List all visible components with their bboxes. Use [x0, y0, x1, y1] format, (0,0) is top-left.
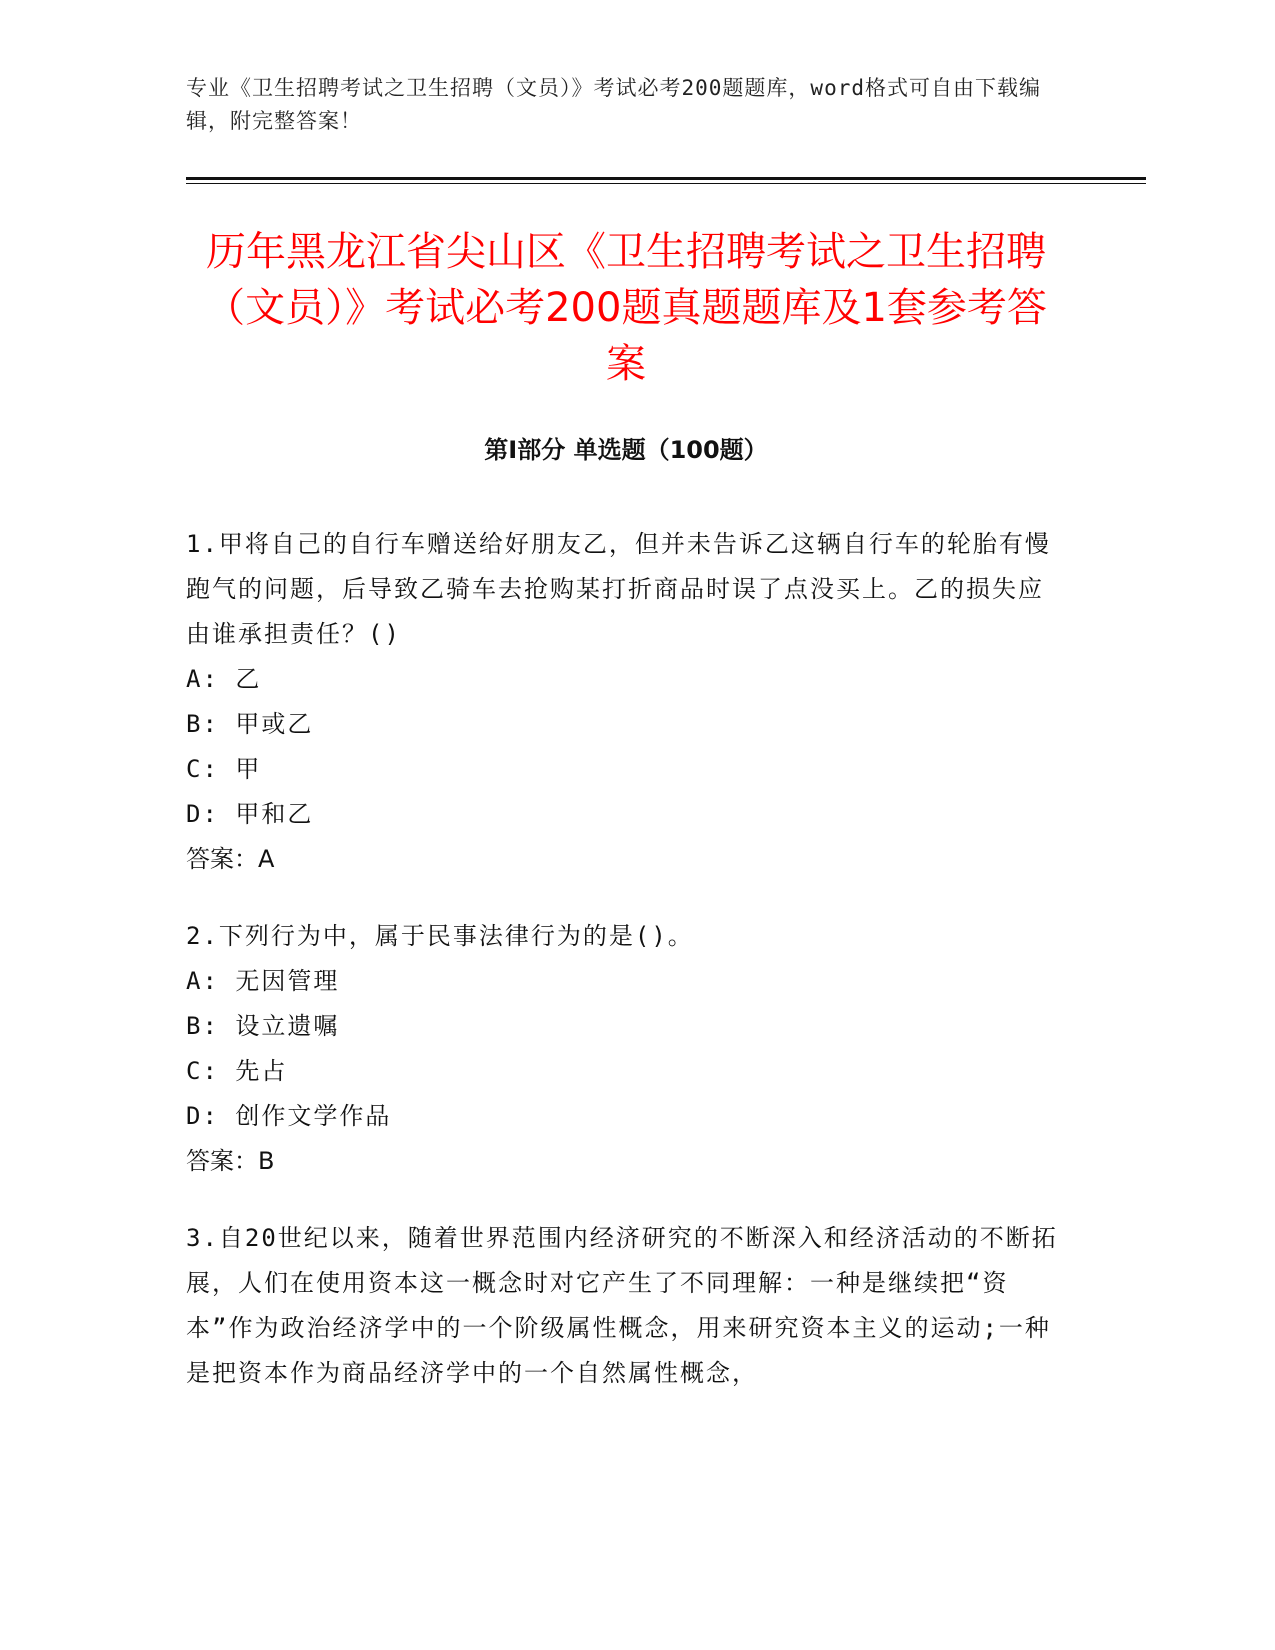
- question-list: [186, 522, 1066, 1428]
- answer: 答案：A: [186, 845, 275, 873]
- question-stem: 1.甲将自己的自行车赠送给好朋友乙，但并未告诉乙这辆自行车的轮胎有慢跑气的问题，后导致乙骑车去抢购某打折商品时误了点没买上。乙的损失应由谁承担责任？(): [186, 530, 1051, 648]
- question-2: [186, 914, 1066, 1184]
- header-divider-thick: [186, 177, 1146, 180]
- header-note: 专业《卫生招聘考试之卫生招聘（文员）》考试必考200题题库，word格式可自由下载编辑，附完整答案！: [186, 76, 1041, 133]
- option-a: A: 乙: [186, 665, 262, 693]
- option-a: A: 无因管理: [186, 967, 340, 995]
- header-divider-thin: [186, 183, 1146, 184]
- option-c: C: 先占: [186, 1057, 288, 1085]
- question-stem: 2.下列行为中，属于民事法律行为的是()。: [186, 922, 694, 950]
- question-stem: 3.自20世纪以来，随着世界范围内经济研究的不断深入和经济活动的不断拓展，人们在使用资本这一概念时对它产生了不同理解：一种是继续把“资本”作为政治经济学中的一个阶级属性概念，用来研究资本主义的运动;一种是把资本作为商品经济学中的一个自然属性概念，: [186, 1224, 1058, 1387]
- document-title: 历年黑龙江省尖山区《卫生招聘考试之卫生招聘（文员）》考试必考200题真题题库及1套参考答案: [205, 229, 1047, 387]
- answer: 答案：B: [186, 1147, 275, 1175]
- option-c: C: 甲: [186, 755, 262, 783]
- option-d: D: 甲和乙: [186, 800, 314, 828]
- question-1: [186, 522, 1066, 882]
- option-d: D: 创作文学作品: [186, 1102, 392, 1130]
- question-3: [186, 1216, 1066, 1396]
- option-b: B: 设立遗嘱: [186, 1012, 340, 1040]
- option-b: B: 甲或乙: [186, 710, 314, 738]
- section-heading: 第I部分 单选题（100题）: [484, 436, 768, 464]
